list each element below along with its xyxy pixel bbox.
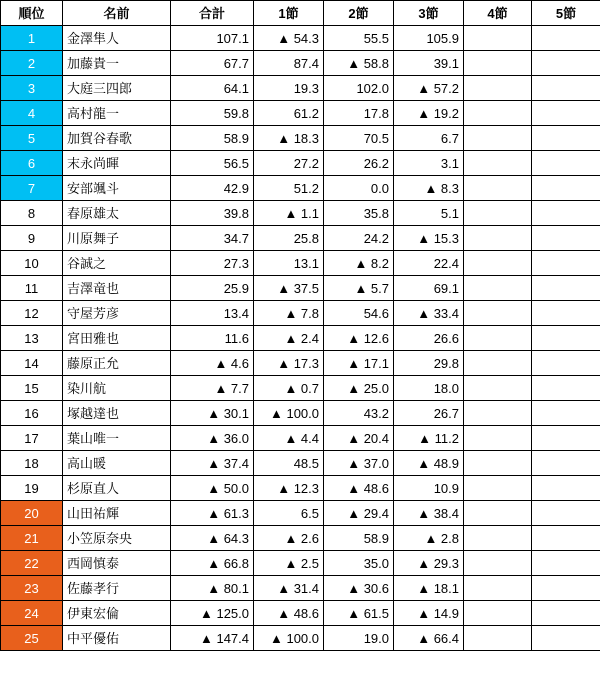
round2-cell: 70.5: [324, 126, 394, 151]
name-cell: 高村龍一: [63, 101, 171, 126]
total-cell: ▲ 66.8: [171, 551, 254, 576]
round4-cell: [464, 226, 532, 251]
rank-cell: 24: [1, 601, 63, 626]
round2-cell: ▲ 48.6: [324, 476, 394, 501]
round5-cell: [532, 301, 600, 326]
rank-cell: 20: [1, 501, 63, 526]
round3-cell: ▲ 2.8: [394, 526, 464, 551]
round5-cell: [532, 76, 600, 101]
round3-cell: 6.7: [394, 126, 464, 151]
round4-cell: [464, 526, 532, 551]
round5-cell: [532, 351, 600, 376]
round3-cell: 26.7: [394, 401, 464, 426]
table-row: [1, 526, 600, 551]
round4-cell: [464, 451, 532, 476]
name-cell: 守屋芳彦: [63, 301, 171, 326]
name-cell: 山田祐輝: [63, 501, 171, 526]
round5-cell: [532, 626, 600, 651]
name-cell: 伊東宏倫: [63, 601, 171, 626]
round5-cell: [532, 201, 600, 226]
table-row: [1, 301, 600, 326]
round4-cell: [464, 251, 532, 276]
round2-cell: 0.0: [324, 176, 394, 201]
round1-cell: ▲ 2.5: [254, 551, 324, 576]
rank-cell: 13: [1, 326, 63, 351]
total-cell: ▲ 147.4: [171, 626, 254, 651]
total-cell: ▲ 61.3: [171, 501, 254, 526]
name-cell: 谷誠之: [63, 251, 171, 276]
name-cell: 吉澤竜也: [63, 276, 171, 301]
round4-cell: [464, 151, 532, 176]
table-row: [1, 76, 600, 101]
round2-cell: ▲ 12.6: [324, 326, 394, 351]
round4-cell: [464, 201, 532, 226]
round1-cell: 19.3: [254, 76, 324, 101]
round5-cell: [532, 101, 600, 126]
name-cell: 塚越達也: [63, 401, 171, 426]
round4-cell: [464, 26, 532, 51]
table-row: [1, 26, 600, 51]
total-cell: 64.1: [171, 76, 254, 101]
round3-cell: ▲ 57.2: [394, 76, 464, 101]
round1-cell: ▲ 2.6: [254, 526, 324, 551]
round4-cell: [464, 476, 532, 501]
round5-cell: [532, 251, 600, 276]
total-cell: 107.1: [171, 26, 254, 51]
table-row: [1, 551, 600, 576]
total-cell: ▲ 125.0: [171, 601, 254, 626]
name-cell: 宮田雅也: [63, 326, 171, 351]
round1-cell: 27.2: [254, 151, 324, 176]
round3-cell: ▲ 11.2: [394, 426, 464, 451]
total-cell: ▲ 36.0: [171, 426, 254, 451]
total-cell: ▲ 64.3: [171, 526, 254, 551]
round5-cell: [532, 501, 600, 526]
rank-cell: 17: [1, 426, 63, 451]
round4-cell: [464, 376, 532, 401]
round3-cell: 26.6: [394, 326, 464, 351]
table-row: [1, 601, 600, 626]
name-cell: 大庭三四郎: [63, 76, 171, 101]
name-cell: 金澤隼人: [63, 26, 171, 51]
rank-cell: 8: [1, 201, 63, 226]
name-cell: 小笠原奈央: [63, 526, 171, 551]
round2-cell: 19.0: [324, 626, 394, 651]
round3-cell: 39.1: [394, 51, 464, 76]
table-row: [1, 276, 600, 301]
round1-cell: ▲ 18.3: [254, 126, 324, 151]
total-cell: 25.9: [171, 276, 254, 301]
name-cell: 染川航: [63, 376, 171, 401]
round5-cell: [532, 126, 600, 151]
round2-cell: ▲ 29.4: [324, 501, 394, 526]
round5-cell: [532, 576, 600, 601]
table-row: [1, 251, 600, 276]
round1-cell: ▲ 100.0: [254, 626, 324, 651]
total-cell: ▲ 4.6: [171, 351, 254, 376]
total-cell: 11.6: [171, 326, 254, 351]
round3-cell: ▲ 18.1: [394, 576, 464, 601]
round2-cell: ▲ 20.4: [324, 426, 394, 451]
column-header-round4: 4節: [464, 1, 532, 26]
round5-cell: [532, 476, 600, 501]
round2-cell: 43.2: [324, 401, 394, 426]
rank-cell: 25: [1, 626, 63, 651]
round4-cell: [464, 551, 532, 576]
round3-cell: 10.9: [394, 476, 464, 501]
column-header-round5: 5節: [532, 1, 600, 26]
name-cell: 安部颯斗: [63, 176, 171, 201]
table-row: [1, 126, 600, 151]
rank-cell: 1: [1, 26, 63, 51]
table-row: [1, 376, 600, 401]
round3-cell: ▲ 48.9: [394, 451, 464, 476]
round3-cell: ▲ 29.3: [394, 551, 464, 576]
total-cell: 67.7: [171, 51, 254, 76]
round3-cell: ▲ 38.4: [394, 501, 464, 526]
name-cell: 末永尚暉: [63, 151, 171, 176]
table-row: [1, 626, 600, 651]
round2-cell: ▲ 25.0: [324, 376, 394, 401]
round4-cell: [464, 126, 532, 151]
rank-cell: 11: [1, 276, 63, 301]
round3-cell: 5.1: [394, 201, 464, 226]
rank-cell: 4: [1, 101, 63, 126]
round5-cell: [532, 526, 600, 551]
total-cell: ▲ 80.1: [171, 576, 254, 601]
round5-cell: [532, 151, 600, 176]
name-cell: 中平優佑: [63, 626, 171, 651]
name-cell: 川原舞子: [63, 226, 171, 251]
rank-cell: 2: [1, 51, 63, 76]
round1-cell: ▲ 1.1: [254, 201, 324, 226]
round1-cell: ▲ 31.4: [254, 576, 324, 601]
table-row: [1, 51, 600, 76]
round1-cell: ▲ 4.4: [254, 426, 324, 451]
round1-cell: ▲ 17.3: [254, 351, 324, 376]
round5-cell: [532, 401, 600, 426]
round5-cell: [532, 176, 600, 201]
round1-cell: 61.2: [254, 101, 324, 126]
round3-cell: 3.1: [394, 151, 464, 176]
total-cell: 39.8: [171, 201, 254, 226]
rank-cell: 18: [1, 451, 63, 476]
total-cell: 42.9: [171, 176, 254, 201]
round2-cell: 58.9: [324, 526, 394, 551]
round1-cell: ▲ 54.3: [254, 26, 324, 51]
round3-cell: ▲ 66.4: [394, 626, 464, 651]
rank-cell: 9: [1, 226, 63, 251]
table-row: [1, 226, 600, 251]
column-header-round3: 3節: [394, 1, 464, 26]
round3-cell: ▲ 8.3: [394, 176, 464, 201]
round1-cell: 25.8: [254, 226, 324, 251]
rank-cell: 7: [1, 176, 63, 201]
round2-cell: 55.5: [324, 26, 394, 51]
rank-cell: 16: [1, 401, 63, 426]
round3-cell: 18.0: [394, 376, 464, 401]
round2-cell: 24.2: [324, 226, 394, 251]
round1-cell: ▲ 100.0: [254, 401, 324, 426]
round4-cell: [464, 576, 532, 601]
rank-cell: 10: [1, 251, 63, 276]
total-cell: ▲ 50.0: [171, 476, 254, 501]
round1-cell: ▲ 48.6: [254, 601, 324, 626]
total-cell: ▲ 7.7: [171, 376, 254, 401]
rank-cell: 19: [1, 476, 63, 501]
table-row: [1, 326, 600, 351]
name-cell: 葉山唯一: [63, 426, 171, 451]
round2-cell: ▲ 37.0: [324, 451, 394, 476]
name-cell: 加藤貴一: [63, 51, 171, 76]
table-row: [1, 176, 600, 201]
round5-cell: [532, 51, 600, 76]
name-cell: 杉原直人: [63, 476, 171, 501]
round1-cell: ▲ 37.5: [254, 276, 324, 301]
total-cell: ▲ 30.1: [171, 401, 254, 426]
round1-cell: ▲ 12.3: [254, 476, 324, 501]
round2-cell: 26.2: [324, 151, 394, 176]
round4-cell: [464, 501, 532, 526]
name-cell: 加賀谷春歌: [63, 126, 171, 151]
total-cell: 56.5: [171, 151, 254, 176]
round3-cell: 22.4: [394, 251, 464, 276]
round5-cell: [532, 451, 600, 476]
round2-cell: ▲ 58.8: [324, 51, 394, 76]
round3-cell: ▲ 33.4: [394, 301, 464, 326]
round2-cell: 35.0: [324, 551, 394, 576]
round3-cell: 29.8: [394, 351, 464, 376]
round2-cell: ▲ 8.2: [324, 251, 394, 276]
column-header-round1: 1節: [254, 1, 324, 26]
round4-cell: [464, 351, 532, 376]
round2-cell: ▲ 5.7: [324, 276, 394, 301]
rank-cell: 22: [1, 551, 63, 576]
round4-cell: [464, 301, 532, 326]
round1-cell: 48.5: [254, 451, 324, 476]
rank-cell: 12: [1, 301, 63, 326]
total-cell: 27.3: [171, 251, 254, 276]
table-row: [1, 576, 600, 601]
rank-cell: 5: [1, 126, 63, 151]
name-cell: 西岡慎泰: [63, 551, 171, 576]
round1-cell: 87.4: [254, 51, 324, 76]
round5-cell: [532, 26, 600, 51]
round4-cell: [464, 426, 532, 451]
round1-cell: 51.2: [254, 176, 324, 201]
round4-cell: [464, 176, 532, 201]
round2-cell: 35.8: [324, 201, 394, 226]
round2-cell: ▲ 30.6: [324, 576, 394, 601]
round4-cell: [464, 276, 532, 301]
table-row: [1, 476, 600, 501]
rank-cell: 23: [1, 576, 63, 601]
round1-cell: ▲ 2.4: [254, 326, 324, 351]
round3-cell: 105.9: [394, 26, 464, 51]
table-header-row: [1, 1, 600, 26]
total-cell: 58.9: [171, 126, 254, 151]
name-cell: 高山暖: [63, 451, 171, 476]
round4-cell: [464, 101, 532, 126]
name-cell: 春原雄太: [63, 201, 171, 226]
round4-cell: [464, 401, 532, 426]
round1-cell: ▲ 7.8: [254, 301, 324, 326]
round2-cell: 54.6: [324, 301, 394, 326]
round5-cell: [532, 226, 600, 251]
column-header-rank: 順位: [1, 1, 63, 26]
column-header-name: 名前: [63, 1, 171, 26]
round4-cell: [464, 601, 532, 626]
name-cell: 佐藤孝行: [63, 576, 171, 601]
round5-cell: [532, 326, 600, 351]
round2-cell: ▲ 61.5: [324, 601, 394, 626]
round1-cell: 13.1: [254, 251, 324, 276]
table-row: [1, 101, 600, 126]
rank-cell: 3: [1, 76, 63, 101]
round5-cell: [532, 276, 600, 301]
round5-cell: [532, 551, 600, 576]
round4-cell: [464, 626, 532, 651]
round1-cell: 6.5: [254, 501, 324, 526]
round4-cell: [464, 326, 532, 351]
rank-cell: 21: [1, 526, 63, 551]
table-row: [1, 401, 600, 426]
round2-cell: ▲ 17.1: [324, 351, 394, 376]
round2-cell: 102.0: [324, 76, 394, 101]
round1-cell: ▲ 0.7: [254, 376, 324, 401]
round5-cell: [532, 426, 600, 451]
table-row: [1, 151, 600, 176]
round2-cell: 17.8: [324, 101, 394, 126]
rank-cell: 15: [1, 376, 63, 401]
round3-cell: ▲ 19.2: [394, 101, 464, 126]
table-row: [1, 451, 600, 476]
table-row: [1, 201, 600, 226]
column-header-total: 合計: [171, 1, 254, 26]
table-row: [1, 351, 600, 376]
total-cell: 34.7: [171, 226, 254, 251]
round4-cell: [464, 76, 532, 101]
table-row: [1, 501, 600, 526]
total-cell: ▲ 37.4: [171, 451, 254, 476]
column-header-round2: 2節: [324, 1, 394, 26]
round5-cell: [532, 601, 600, 626]
round3-cell: ▲ 14.9: [394, 601, 464, 626]
round4-cell: [464, 51, 532, 76]
rank-cell: 14: [1, 351, 63, 376]
round3-cell: 69.1: [394, 276, 464, 301]
total-cell: 59.8: [171, 101, 254, 126]
round5-cell: [532, 376, 600, 401]
round3-cell: ▲ 15.3: [394, 226, 464, 251]
name-cell: 藤原正允: [63, 351, 171, 376]
rank-cell: 6: [1, 151, 63, 176]
total-cell: 13.4: [171, 301, 254, 326]
table-row: [1, 426, 600, 451]
